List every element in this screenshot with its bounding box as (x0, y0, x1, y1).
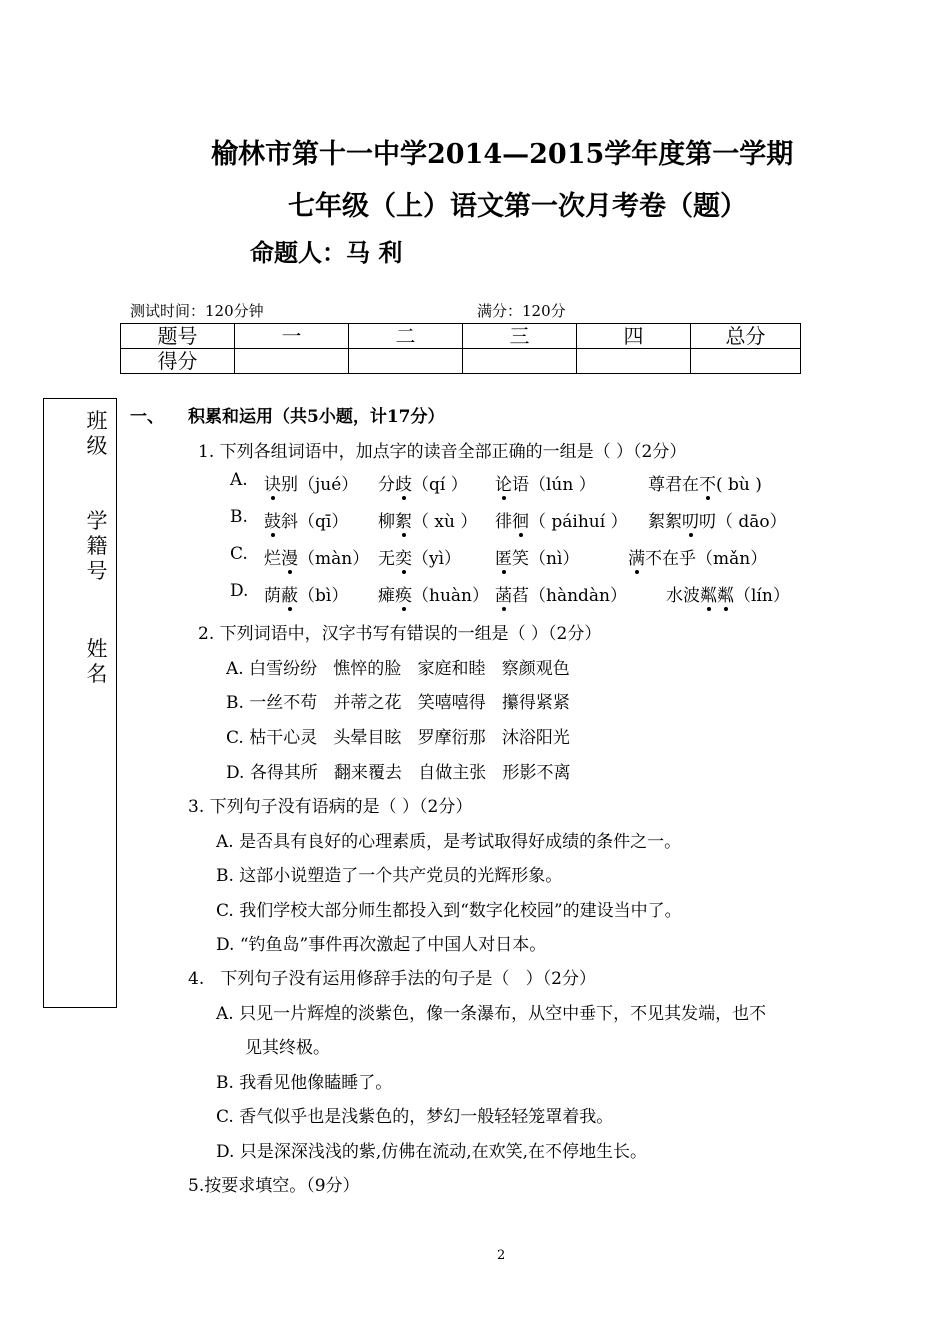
word-rest: 别（jué） (281, 475, 359, 495)
exam-title-line2: 七年级（上）语文第一次月考卷（题） (288, 191, 747, 222)
question-2-stem: 2. 下列词语中，汉字书写有错误的一组是（ ）（2分） (198, 624, 602, 644)
exam-title-line1: 榆林市第十一中学2014—2015学年度第一学期 (211, 139, 794, 170)
table-cell: 题号 (121, 324, 235, 349)
q1-option-a (230, 470, 762, 495)
word: 瘫痪（huàn） (378, 581, 489, 606)
table-cell: 二 (349, 324, 463, 349)
page-number: 2 (497, 1248, 506, 1263)
full-score: 满分：120分 (477, 302, 566, 320)
score-input-cell[interactable] (463, 349, 577, 374)
table-cell: 四 (577, 324, 691, 349)
word: 满不在乎（mǎn） (628, 544, 767, 569)
q2-option-d: D. 各得其所 翻来覆去 自做主张 形影不离 (226, 763, 571, 783)
q3-option-a: A. 是否具有良好的心理素质，是考试取得好成绩的条件之一。 (216, 832, 682, 852)
q4-option-a-line2: 见其终极。 (245, 1038, 330, 1058)
option-label: B. (230, 507, 248, 527)
q3-option-d: D. “钓鱼岛”事件再次激起了中国人对日本。 (216, 935, 547, 955)
student-id-label: 学 籍 号 (86, 509, 108, 583)
question-3-stem: 3. 下列句子没有语病的是（ ）（2分） (188, 797, 473, 817)
q1-option-b (230, 507, 787, 532)
q4-option-c: C. 香气似乎也是浅紫色的，梦幻一般轻轻笼罩着我。 (216, 1107, 614, 1127)
score-table (120, 323, 801, 374)
word: 尊君在不( bù ) (648, 470, 762, 495)
q4-option-a-line1: A. 只见一片辉煌的淡紫色，像一条瀑布，从空中垂下，不见其发端，也不 (216, 1004, 767, 1024)
score-table-score-row (121, 349, 801, 374)
score-table-header-row (121, 324, 801, 349)
word: 柳絮（ xù ） (378, 507, 477, 532)
question-1-stem: 1. 下列各组词语中，加点字的读音全部正确的一组是（ ）（2分） (198, 442, 687, 462)
word: 鼓斜（qī） (264, 507, 348, 532)
question-5-stem: 5.按要求填空。（9分） (188, 1176, 360, 1196)
q3-option-c: C. 我们学校大部分师生都投入到“数字化校园”的建设当中了。 (216, 901, 682, 921)
q2-option-b: B. 一丝不苟 并蒂之花 笑嘻嘻得 攥得紧紧 (226, 693, 570, 713)
score-input-cell[interactable] (235, 349, 349, 374)
table-cell: 三 (463, 324, 577, 349)
score-input-cell[interactable] (691, 349, 801, 374)
word: 诀别（jué） (264, 470, 358, 495)
student-info-box (43, 398, 117, 1008)
word: 菡萏（hàndàn） (495, 581, 627, 606)
table-cell: 一 (235, 324, 349, 349)
option-label: D. (230, 581, 249, 601)
word: 水波粼粼（lín） (666, 581, 790, 606)
word: 徘徊（ páihuí ） (495, 507, 628, 532)
word: 絮絮叨叨（ dāo） (648, 507, 787, 532)
word: 荫蔽（bì） (264, 581, 348, 606)
score-input-cell[interactable] (349, 349, 463, 374)
table-cell: 得分 (121, 349, 235, 374)
word: 论语（lún ） (495, 470, 596, 495)
q3-option-b: B. 这部小说塑造了一个共产党员的光辉形象。 (216, 866, 563, 886)
table-cell: 总分 (691, 324, 801, 349)
section-heading: 积累和运用（共5小题，计17分） (188, 407, 445, 427)
q2-option-a: A. 白雪纷纷 憔悴的脸 家庭和睦 察颜观色 (226, 659, 570, 679)
class-label: 班 级 (86, 409, 108, 458)
word: 无奕（yì） (378, 544, 461, 569)
word: 匿笑（nì） (495, 544, 579, 569)
q1-option-d (230, 581, 790, 606)
word: 分歧（qí ） (378, 470, 468, 495)
test-time: 测试时间：120分钟 (130, 302, 264, 320)
exam-author: 命题人：马 利 (250, 238, 403, 267)
score-input-cell[interactable] (577, 349, 691, 374)
section-number: 一、 (130, 407, 164, 427)
option-label: C. (230, 544, 248, 564)
question-4-stem: 4. 下列句子没有运用修辞手法的句子是（ ）（2分） (188, 969, 596, 989)
q2-option-c: C. 枯干心灵 头晕目眩 罗摩衍那 沐浴阳光 (226, 728, 570, 748)
q4-option-b: B. 我看见他像瞌睡了。 (216, 1073, 393, 1093)
name-label: 姓 名 (86, 637, 108, 686)
q4-option-d: D. 只是深深浅浅的紫,仿佛在流动,在欢笑,在不停地生长。 (216, 1142, 648, 1162)
q1-option-c (230, 544, 768, 569)
option-label: A. (230, 470, 248, 490)
word: 烂漫（màn） (264, 544, 369, 569)
